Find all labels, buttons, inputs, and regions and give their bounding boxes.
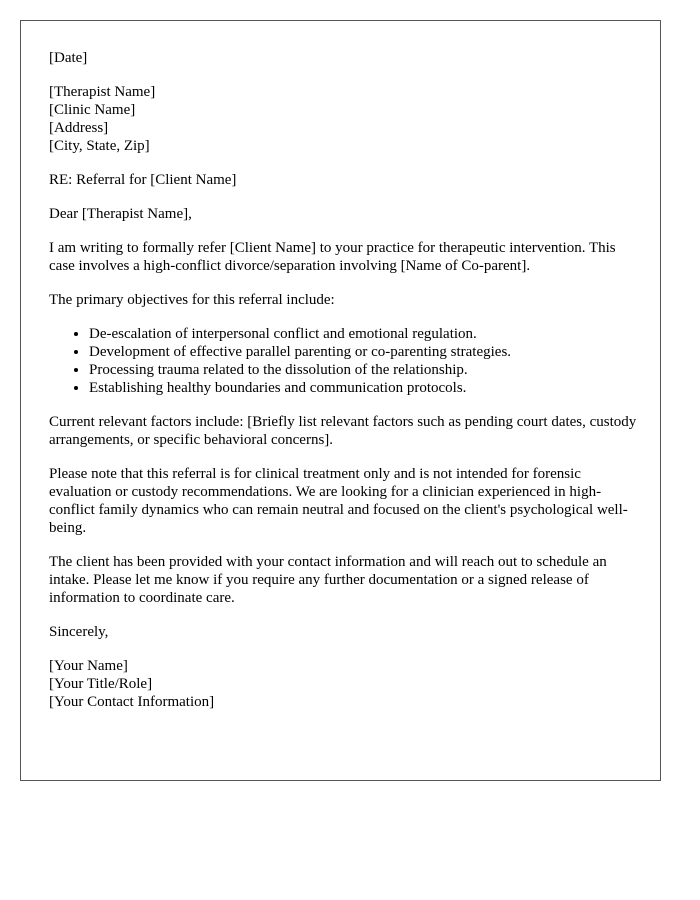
recipient-street: [Address]: [49, 120, 109, 136]
salutation: Dear [Therapist Name],: [49, 206, 192, 222]
objectives-intro: The primary objectives for this referral include:: [49, 292, 335, 308]
factors-paragraph: Current relevant factors include: [Briefly list relevant factors such as pending court dates, custody arrangements, or specific behavioral concerns].: [49, 414, 637, 448]
recipient-name: [Therapist Name]: [49, 84, 156, 100]
referral-letter: [20, 20, 661, 781]
signature-name: [Your Name]: [49, 658, 128, 674]
note-paragraph: Please note that this referral is for clinical treatment only and is not intended for forensic evaluation or custody recommendations. We are looking for a clinician experienced in high-conflict family dynamics who can remain neutral and focused on the client's psychological well-being.: [49, 466, 628, 536]
signature-contact: [Your Contact Information]: [49, 694, 215, 710]
closing: Sincerely,: [49, 624, 109, 640]
closing-paragraph: The client has been provided with your contact information and will reach out to schedule an intake. Please let me know if you require any further documentation or a signed release of information to coordinate care.: [49, 554, 607, 606]
recipient-clinic: [Clinic Name]: [49, 102, 136, 118]
letter-date: [Date]: [49, 50, 88, 66]
signature-title: [Your Title/Role]: [49, 676, 153, 692]
objective-item: • Processing trauma related to the dissolution of the relationship.: [89, 361, 640, 379]
recipient-address: [49, 83, 640, 155]
objective-item: • Development of effective parallel parenting or co-parenting strategies.: [89, 343, 640, 361]
objective-item: • Establishing healthy boundaries and communication protocols.: [89, 379, 640, 397]
recipient-city: [City, State, Zip]: [49, 138, 150, 154]
intro-paragraph: I am writing to formally refer [Client Name] to your practice for therapeutic intervention. This case involves a high-conflict divorce/separation involving [Name of Co-parent].: [49, 240, 616, 274]
subject-line: RE: Referral for [Client Name]: [49, 172, 237, 188]
signature-block: [49, 657, 640, 711]
objectives-list: [49, 325, 640, 397]
objective-item: • De-escalation of interpersonal conflict and emotional regulation.: [89, 325, 640, 343]
